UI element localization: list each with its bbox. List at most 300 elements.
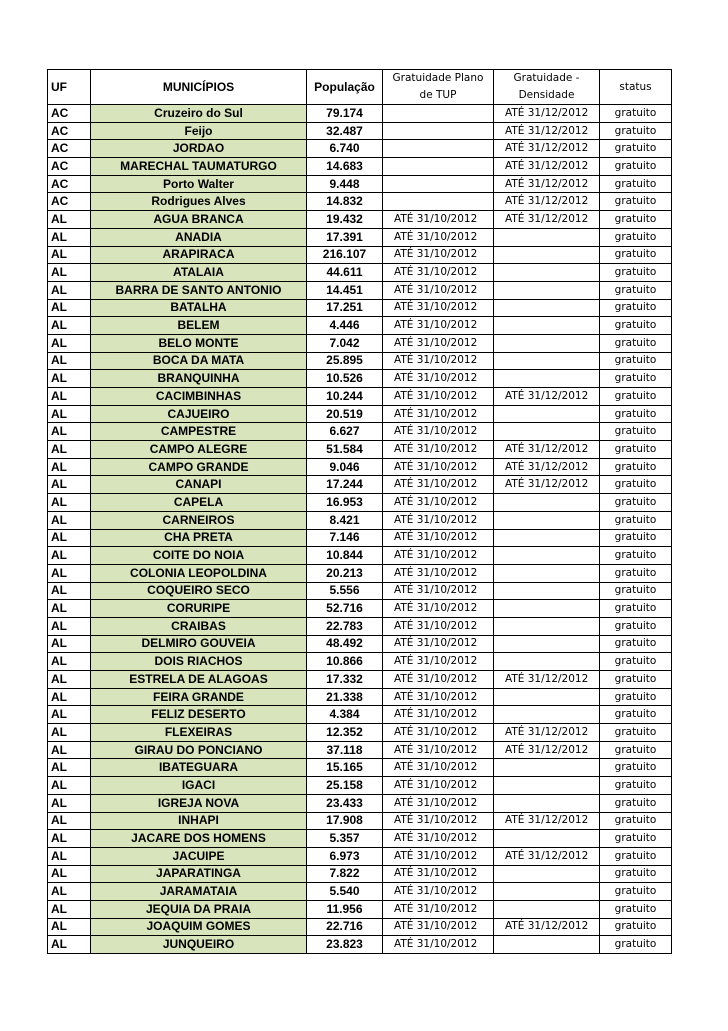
cell-gratuidade-plano: ATÉ 31/10/2012 [383,476,494,494]
cell-status: gratuito [600,547,672,565]
table-row [48,476,672,494]
cell-municipio: CORURIPE [91,600,307,618]
cell-status: gratuito [600,936,672,954]
cell-status: gratuito [600,175,672,193]
cell-populacao: 19.432 [307,211,383,229]
cell-municipio: JORDAO [91,140,307,158]
table-row [48,405,672,423]
cell-gratuidade-plano: ATÉ 31/10/2012 [383,635,494,653]
table-row [48,529,672,547]
cell-gratuidade-plano: ATÉ 31/10/2012 [383,405,494,423]
cell-municipio: AGUA BRANCA [91,211,307,229]
cell-gratuidade-plano: ATÉ 31/10/2012 [383,830,494,848]
cell-gratuidade-densidade [494,264,600,282]
cell-populacao: 23.433 [307,794,383,812]
cell-gratuidade-plano: ATÉ 31/10/2012 [383,936,494,954]
cell-municipio: COQUEIRO SECO [91,582,307,600]
cell-municipio: BARRA DE SANTO ANTONIO [91,281,307,299]
cell-populacao: 7.146 [307,529,383,547]
table-row [48,724,672,742]
cell-populacao: 22.716 [307,918,383,936]
table-body [48,105,672,954]
cell-municipio: Cruzeiro do Sul [91,105,307,123]
cell-gratuidade-plano: ATÉ 31/10/2012 [383,317,494,335]
cell-populacao: 44.611 [307,264,383,282]
cell-municipio: CARNEIROS [91,511,307,529]
cell-gratuidade-densidade: ATÉ 31/12/2012 [494,105,600,123]
cell-municipio: JEQUIA DA PRAIA [91,900,307,918]
table-row [48,617,672,635]
cell-gratuidade-densidade [494,228,600,246]
cell-gratuidade-densidade: ATÉ 31/12/2012 [494,671,600,689]
cell-municipio: IGREJA NOVA [91,794,307,812]
cell-uf: AL [48,211,91,229]
table-row [48,441,672,459]
cell-gratuidade-densidade [494,883,600,901]
cell-municipio: ANADIA [91,228,307,246]
cell-gratuidade-plano: ATÉ 31/10/2012 [383,547,494,565]
cell-gratuidade-plano: ATÉ 31/10/2012 [383,564,494,582]
table-row [48,547,672,565]
cell-municipio: JARAMATAIA [91,883,307,901]
cell-gratuidade-plano [383,105,494,123]
cell-municipio: BRANQUINHA [91,370,307,388]
cell-status: gratuito [600,794,672,812]
cell-uf: AL [48,635,91,653]
cell-municipio: FEIRA GRANDE [91,688,307,706]
cell-status: gratuito [600,759,672,777]
cell-uf: AL [48,511,91,529]
cell-populacao: 10.844 [307,547,383,565]
cell-uf: AC [48,175,91,193]
header-municipios: MUNICÍPIOS [91,70,307,105]
cell-populacao: 25.895 [307,352,383,370]
cell-uf: AL [48,281,91,299]
cell-municipio: Rodrigues Alves [91,193,307,211]
cell-gratuidade-densidade [494,511,600,529]
municipios-table [47,69,672,954]
cell-populacao: 17.244 [307,476,383,494]
table-row [48,246,672,264]
table-row [48,317,672,335]
table-row [48,175,672,193]
cell-gratuidade-plano [383,175,494,193]
cell-gratuidade-plano: ATÉ 31/10/2012 [383,334,494,352]
cell-populacao: 4.384 [307,706,383,724]
cell-uf: AL [48,865,91,883]
cell-status: gratuito [600,317,672,335]
cell-gratuidade-densidade: ATÉ 31/12/2012 [494,812,600,830]
cell-uf: AL [48,441,91,459]
cell-status: gratuito [600,564,672,582]
header-row [48,70,672,105]
cell-municipio: DELMIRO GOUVEIA [91,635,307,653]
cell-municipio: CRAIBAS [91,617,307,635]
cell-populacao: 20.519 [307,405,383,423]
cell-gratuidade-plano [383,122,494,140]
table-row [48,299,672,317]
cell-municipio: CACIMBINHAS [91,388,307,406]
cell-populacao: 14.451 [307,281,383,299]
cell-populacao: 12.352 [307,724,383,742]
table-row [48,140,672,158]
cell-populacao: 8.421 [307,511,383,529]
cell-uf: AC [48,158,91,176]
cell-status: gratuito [600,105,672,123]
table-row [48,883,672,901]
cell-municipio: ATALAIA [91,264,307,282]
cell-gratuidade-densidade: ATÉ 31/12/2012 [494,140,600,158]
table-row [48,847,672,865]
cell-status: gratuito [600,140,672,158]
cell-status: gratuito [600,281,672,299]
cell-municipio: IGACI [91,777,307,795]
table-row [48,334,672,352]
cell-uf: AL [48,671,91,689]
header-gratuidade-densidade-line2: Densidade [518,89,575,101]
cell-status: gratuito [600,476,672,494]
cell-municipio: CHA PRETA [91,529,307,547]
cell-populacao: 17.908 [307,812,383,830]
cell-gratuidade-densidade [494,794,600,812]
cell-gratuidade-plano: ATÉ 31/10/2012 [383,246,494,264]
cell-status: gratuito [600,777,672,795]
cell-populacao: 4.446 [307,317,383,335]
cell-uf: AL [48,476,91,494]
table-row [48,264,672,282]
cell-status: gratuito [600,122,672,140]
cell-status: gratuito [600,511,672,529]
cell-gratuidade-plano: ATÉ 31/10/2012 [383,777,494,795]
cell-status: gratuito [600,264,672,282]
cell-gratuidade-densidade [494,299,600,317]
cell-populacao: 9.046 [307,458,383,476]
cell-gratuidade-densidade [494,370,600,388]
cell-gratuidade-densidade: ATÉ 31/12/2012 [494,724,600,742]
cell-uf: AL [48,918,91,936]
cell-uf: AL [48,388,91,406]
cell-status: gratuito [600,423,672,441]
cell-populacao: 17.251 [307,299,383,317]
cell-populacao: 14.832 [307,193,383,211]
cell-gratuidade-plano: ATÉ 31/10/2012 [383,653,494,671]
cell-gratuidade-plano: ATÉ 31/10/2012 [383,441,494,459]
cell-status: gratuito [600,193,672,211]
cell-uf: AL [48,494,91,512]
table-row [48,688,672,706]
cell-status: gratuito [600,458,672,476]
cell-gratuidade-densidade [494,759,600,777]
cell-status: gratuito [600,529,672,547]
cell-uf: AL [48,564,91,582]
cell-populacao: 10.866 [307,653,383,671]
cell-populacao: 9.448 [307,175,383,193]
cell-uf: AC [48,122,91,140]
table-row [48,352,672,370]
cell-municipio: BELO MONTE [91,334,307,352]
cell-municipio: GIRAU DO PONCIANO [91,741,307,759]
table-row [48,830,672,848]
cell-populacao: 51.584 [307,441,383,459]
cell-status: gratuito [600,900,672,918]
spreadsheet-page [47,69,672,954]
cell-municipio: BELEM [91,317,307,335]
cell-gratuidade-plano: ATÉ 31/10/2012 [383,918,494,936]
cell-status: gratuito [600,812,672,830]
cell-gratuidade-plano: ATÉ 31/10/2012 [383,582,494,600]
cell-municipio: ARAPIRACA [91,246,307,264]
table-row [48,458,672,476]
table-row [48,388,672,406]
cell-uf: AC [48,105,91,123]
header-gratuidade-plano-line1: Gratuidade Plano [392,72,484,84]
cell-status: gratuito [600,211,672,229]
cell-gratuidade-plano: ATÉ 31/10/2012 [383,458,494,476]
table-row [48,228,672,246]
cell-gratuidade-densidade [494,600,600,618]
cell-municipio: Porto Walter [91,175,307,193]
cell-municipio: JOAQUIM GOMES [91,918,307,936]
cell-gratuidade-densidade: ATÉ 31/12/2012 [494,741,600,759]
cell-status: gratuito [600,918,672,936]
cell-uf: AL [48,741,91,759]
cell-municipio: JACUIPE [91,847,307,865]
cell-gratuidade-plano [383,193,494,211]
cell-populacao: 32.487 [307,122,383,140]
cell-municipio: JUNQUEIRO [91,936,307,954]
cell-gratuidade-plano: ATÉ 31/10/2012 [383,865,494,883]
cell-uf: AL [48,830,91,848]
cell-uf: AL [48,777,91,795]
cell-gratuidade-densidade [494,352,600,370]
cell-municipio: IBATEGUARA [91,759,307,777]
cell-populacao: 52.716 [307,600,383,618]
cell-gratuidade-plano: ATÉ 31/10/2012 [383,847,494,865]
table-row [48,600,672,618]
cell-status: gratuito [600,865,672,883]
cell-status: gratuito [600,246,672,264]
cell-gratuidade-plano: ATÉ 31/10/2012 [383,494,494,512]
cell-municipio: JACARE DOS HOMENS [91,830,307,848]
cell-populacao: 6.740 [307,140,383,158]
cell-municipio: Feijo [91,122,307,140]
cell-gratuidade-densidade [494,865,600,883]
table-row [48,706,672,724]
cell-gratuidade-densidade [494,830,600,848]
cell-municipio: COLONIA LEOPOLDINA [91,564,307,582]
cell-populacao: 20.213 [307,564,383,582]
table-row [48,494,672,512]
cell-gratuidade-densidade [494,334,600,352]
cell-status: gratuito [600,582,672,600]
table-row [48,211,672,229]
cell-populacao: 6.973 [307,847,383,865]
cell-gratuidade-densidade [494,423,600,441]
cell-populacao: 17.391 [307,228,383,246]
cell-gratuidade-densidade [494,635,600,653]
cell-status: gratuito [600,405,672,423]
cell-gratuidade-plano: ATÉ 31/10/2012 [383,281,494,299]
cell-gratuidade-plano: ATÉ 31/10/2012 [383,617,494,635]
cell-gratuidade-plano: ATÉ 31/10/2012 [383,529,494,547]
cell-populacao: 7.822 [307,865,383,883]
cell-gratuidade-plano: ATÉ 31/10/2012 [383,228,494,246]
cell-gratuidade-densidade [494,547,600,565]
table-row [48,158,672,176]
cell-populacao: 21.338 [307,688,383,706]
cell-status: gratuito [600,600,672,618]
cell-uf: AL [48,847,91,865]
cell-municipio: FLEXEIRAS [91,724,307,742]
cell-municipio: INHAPI [91,812,307,830]
cell-status: gratuito [600,653,672,671]
cell-populacao: 22.783 [307,617,383,635]
cell-gratuidade-densidade: ATÉ 31/12/2012 [494,476,600,494]
table-row [48,193,672,211]
cell-populacao: 216.107 [307,246,383,264]
cell-gratuidade-densidade [494,582,600,600]
cell-status: gratuito [600,158,672,176]
header-gratuidade-densidade [494,70,600,105]
header-populacao: População [307,70,383,105]
cell-uf: AL [48,423,91,441]
cell-gratuidade-plano: ATÉ 31/10/2012 [383,423,494,441]
cell-uf: AL [48,529,91,547]
cell-gratuidade-plano: ATÉ 31/10/2012 [383,511,494,529]
cell-uf: AL [48,688,91,706]
cell-uf: AL [48,794,91,812]
cell-uf: AL [48,653,91,671]
header-gratuidade-plano [383,70,494,105]
cell-gratuidade-densidade [494,777,600,795]
cell-populacao: 48.492 [307,635,383,653]
cell-populacao: 6.627 [307,423,383,441]
table-row [48,936,672,954]
header-gratuidade-plano-line2: de TUP [419,89,457,101]
table-row [48,370,672,388]
cell-gratuidade-plano: ATÉ 31/10/2012 [383,741,494,759]
cell-gratuidade-plano: ATÉ 31/10/2012 [383,388,494,406]
cell-uf: AL [48,582,91,600]
cell-status: gratuito [600,494,672,512]
cell-populacao: 7.042 [307,334,383,352]
cell-uf: AL [48,617,91,635]
table-row [48,777,672,795]
cell-municipio: ESTRELA DE ALAGOAS [91,671,307,689]
cell-populacao: 79.174 [307,105,383,123]
cell-gratuidade-plano: ATÉ 31/10/2012 [383,211,494,229]
cell-populacao: 14.683 [307,158,383,176]
cell-gratuidade-plano: ATÉ 31/10/2012 [383,688,494,706]
cell-gratuidade-densidade: ATÉ 31/12/2012 [494,193,600,211]
cell-gratuidade-densidade: ATÉ 31/12/2012 [494,122,600,140]
table-row [48,635,672,653]
cell-populacao: 37.118 [307,741,383,759]
cell-gratuidade-plano: ATÉ 31/10/2012 [383,671,494,689]
cell-gratuidade-plano: ATÉ 31/10/2012 [383,706,494,724]
table-row [48,423,672,441]
cell-gratuidade-densidade: ATÉ 31/12/2012 [494,211,600,229]
cell-uf: AL [48,458,91,476]
cell-uf: AL [48,264,91,282]
cell-status: gratuito [600,671,672,689]
cell-status: gratuito [600,388,672,406]
cell-gratuidade-densidade: ATÉ 31/12/2012 [494,158,600,176]
cell-gratuidade-densidade [494,617,600,635]
cell-uf: AL [48,812,91,830]
cell-gratuidade-densidade [494,405,600,423]
cell-uf: AL [48,706,91,724]
cell-uf: AL [48,317,91,335]
table-row [48,741,672,759]
table-row [48,794,672,812]
header-status: status [600,70,672,105]
cell-gratuidade-densidade: ATÉ 31/12/2012 [494,441,600,459]
cell-status: gratuito [600,441,672,459]
cell-status: gratuito [600,352,672,370]
cell-gratuidade-densidade: ATÉ 31/12/2012 [494,388,600,406]
cell-uf: AL [48,334,91,352]
cell-populacao: 10.526 [307,370,383,388]
cell-municipio: FELIZ DESERTO [91,706,307,724]
cell-gratuidade-plano: ATÉ 31/10/2012 [383,812,494,830]
cell-populacao: 25.158 [307,777,383,795]
cell-status: gratuito [600,847,672,865]
cell-populacao: 10.244 [307,388,383,406]
table-row [48,105,672,123]
table-row [48,511,672,529]
cell-municipio: BATALHA [91,299,307,317]
cell-gratuidade-densidade [494,529,600,547]
cell-gratuidade-densidade [494,246,600,264]
cell-municipio: BOCA DA MATA [91,352,307,370]
cell-uf: AL [48,600,91,618]
header-uf: UF [48,70,91,105]
table-row [48,564,672,582]
cell-gratuidade-densidade [494,317,600,335]
cell-municipio: MARECHAL TAUMATURGO [91,158,307,176]
cell-status: gratuito [600,334,672,352]
cell-uf: AL [48,724,91,742]
cell-populacao: 15.165 [307,759,383,777]
cell-populacao: 16.953 [307,494,383,512]
cell-populacao: 5.540 [307,883,383,901]
cell-gratuidade-densidade: ATÉ 31/12/2012 [494,847,600,865]
cell-status: gratuito [600,228,672,246]
table-row [48,122,672,140]
cell-gratuidade-plano: ATÉ 31/10/2012 [383,759,494,777]
cell-populacao: 23.823 [307,936,383,954]
cell-status: gratuito [600,830,672,848]
cell-gratuidade-plano [383,158,494,176]
cell-gratuidade-densidade: ATÉ 31/12/2012 [494,175,600,193]
cell-uf: AC [48,140,91,158]
cell-gratuidade-plano: ATÉ 31/10/2012 [383,264,494,282]
cell-municipio: COITE DO NOIA [91,547,307,565]
cell-uf: AL [48,547,91,565]
table-row [48,281,672,299]
table-row [48,653,672,671]
table-row [48,671,672,689]
cell-uf: AL [48,936,91,954]
cell-status: gratuito [600,688,672,706]
cell-uf: AL [48,759,91,777]
cell-status: gratuito [600,370,672,388]
cell-gratuidade-densidade [494,936,600,954]
cell-populacao: 5.556 [307,582,383,600]
cell-municipio: CAPELA [91,494,307,512]
cell-gratuidade-densidade [494,653,600,671]
